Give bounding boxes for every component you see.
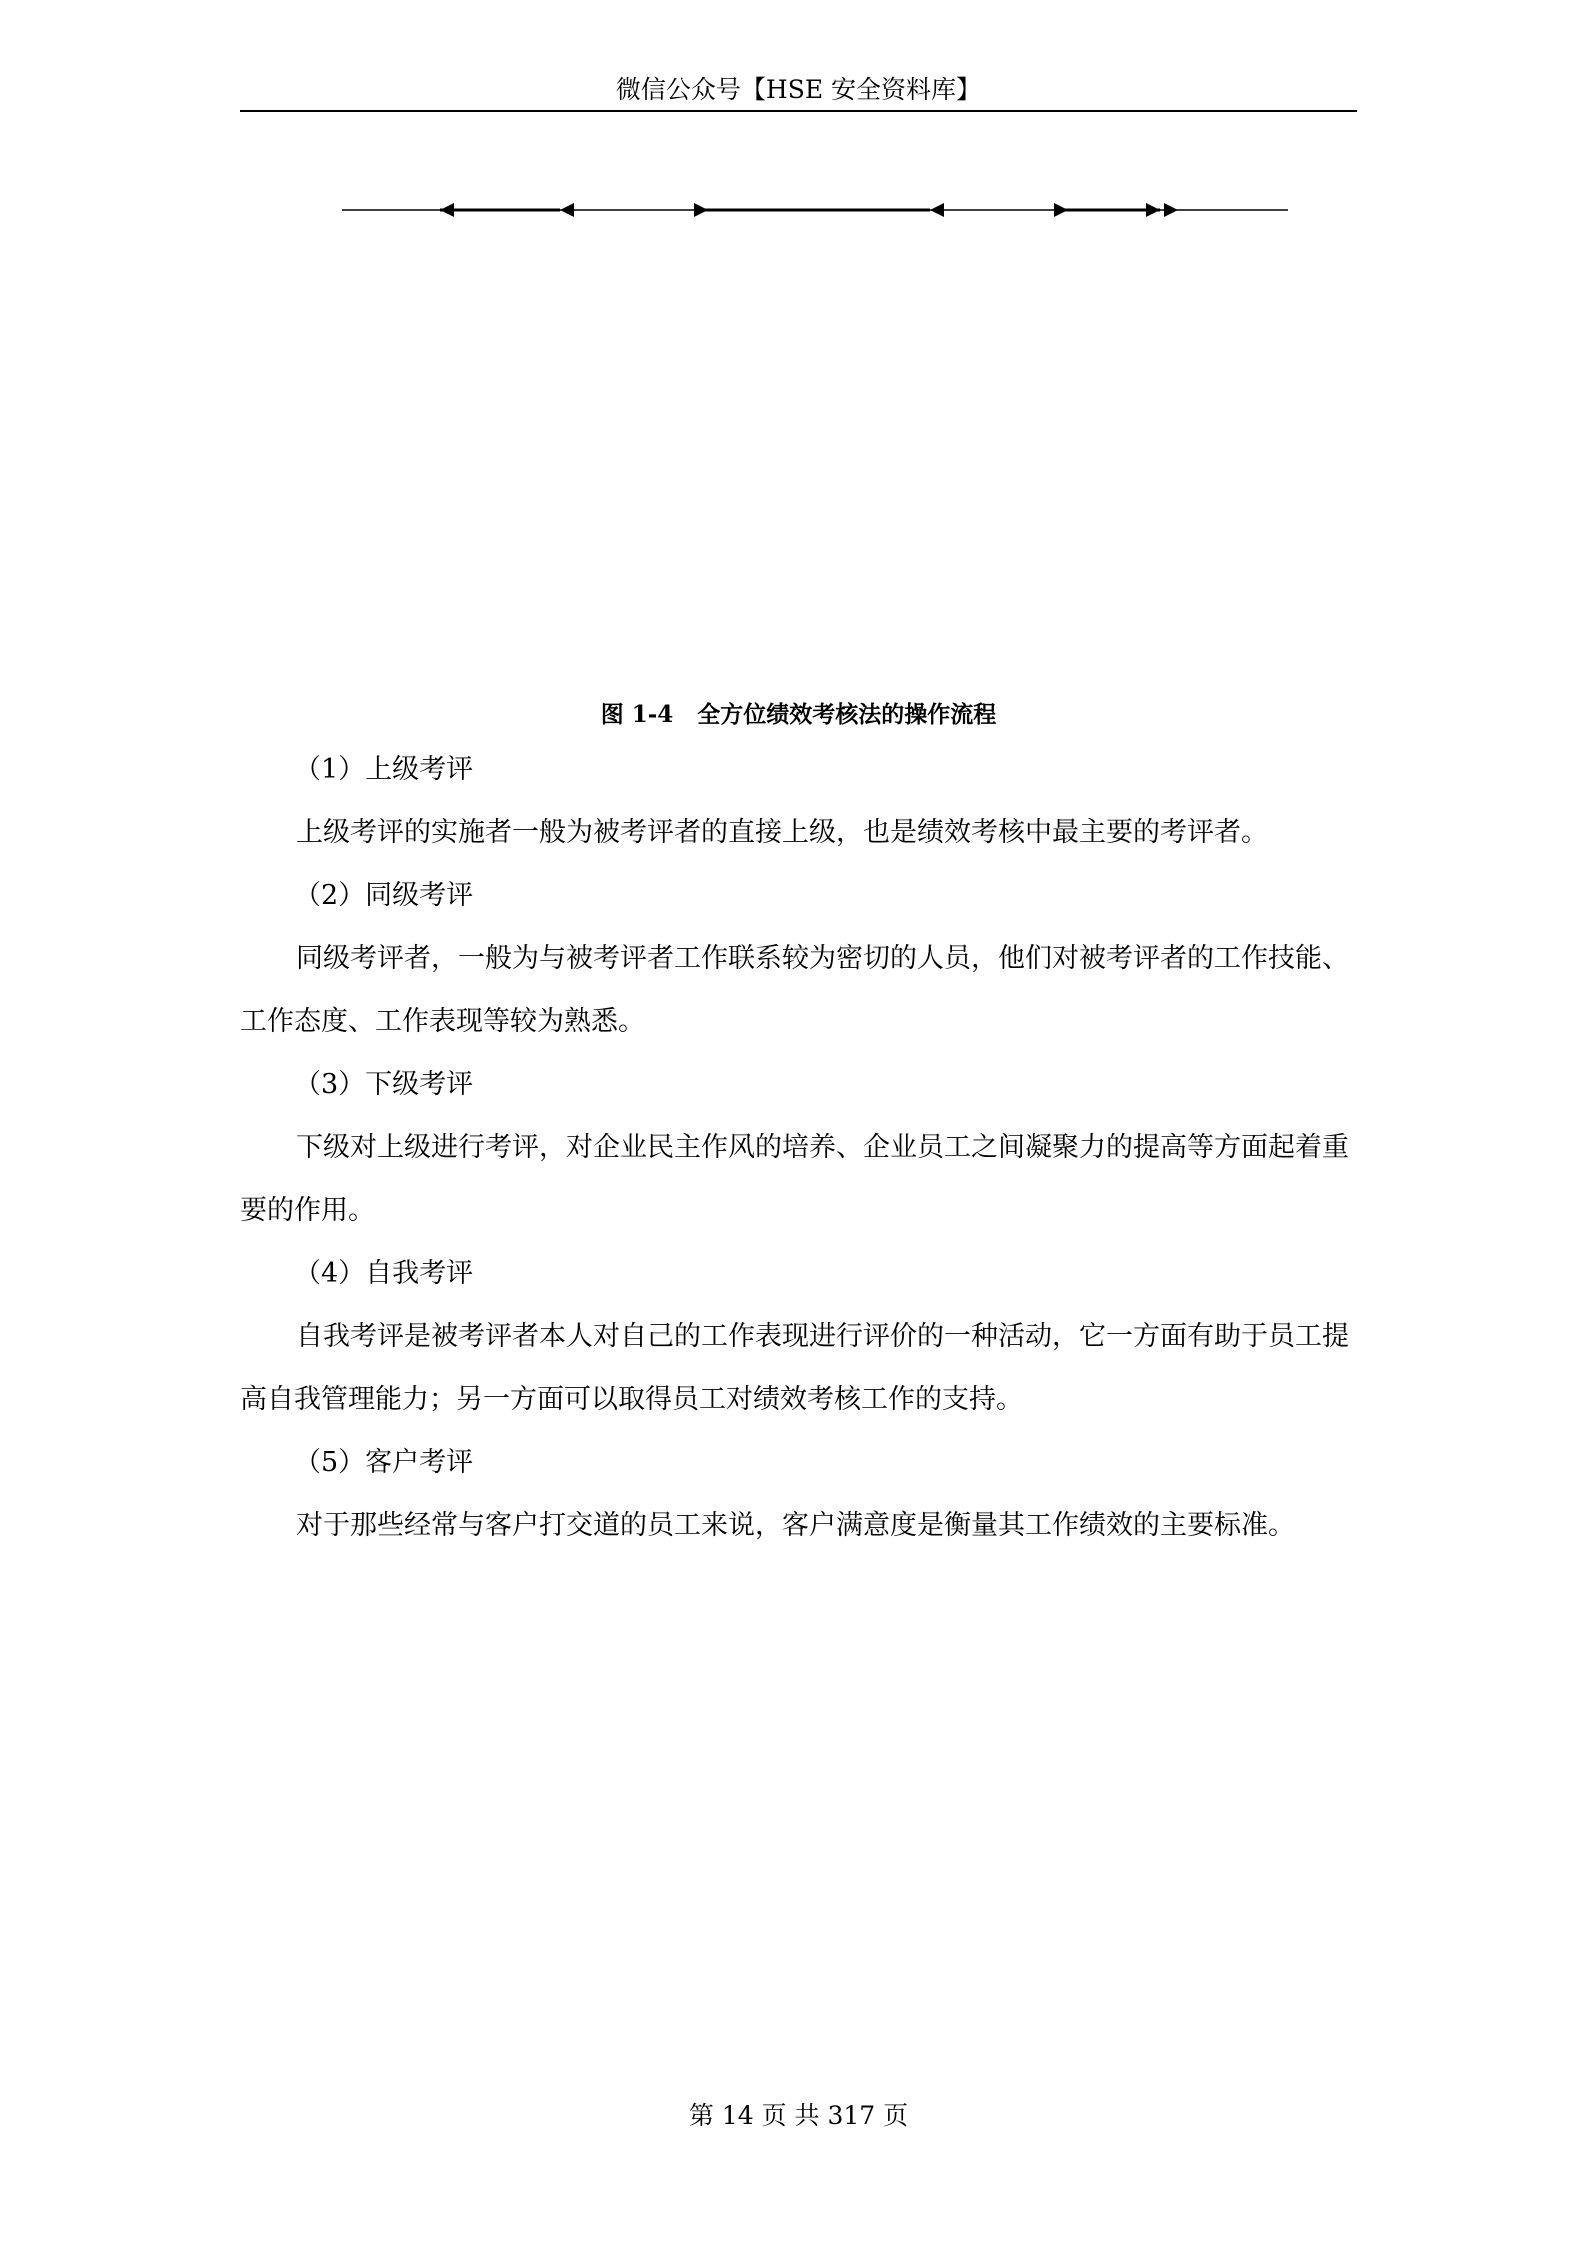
arrowhead-right-4 bbox=[1164, 203, 1178, 217]
section-3-heading: （3）下级考评 bbox=[294, 1069, 474, 1100]
section-2-text: 同级考评者，一般为与被考评者工作联系较为密切的人员，他们对被考评者的工作技能、工作态度、工作表现等较为熟悉。 bbox=[240, 943, 1349, 1037]
arrowhead-right-1 bbox=[694, 203, 708, 217]
figure-caption-label: 图 1-4 bbox=[600, 701, 674, 728]
section-3-text: 下级对上级进行考评，对企业民主作风的培养、企业员工之间凝聚力的提高等方面起着重要的作用。 bbox=[240, 1132, 1349, 1226]
flow-diagram-arrows bbox=[340, 190, 1290, 230]
section-2-heading: （2）同级考评 bbox=[294, 880, 474, 911]
header-divider bbox=[240, 110, 1357, 112]
section-4-text: 自我考评是被考评者本人对自己的工作表现进行评价的一种活动，它一方面有助于员工提高自我管理能力；另一方面可以取得员工对绩效考核工作的支持。 bbox=[240, 1321, 1349, 1415]
arrowhead-right-2 bbox=[1054, 203, 1068, 217]
section-1-heading: （1）上级考评 bbox=[294, 754, 474, 785]
section-5-heading: （5）客户考评 bbox=[294, 1447, 474, 1478]
page-footer: 第 14 页 共 317 页 bbox=[688, 2101, 909, 2130]
section-1-text: 上级考评的实施者一般为被考评者的直接上级，也是绩效考核中最主要的考评者。 bbox=[296, 817, 1268, 848]
arrowhead-left-1 bbox=[440, 203, 454, 217]
page-header: 微信公众号【HSE 安全资料库】 bbox=[615, 75, 982, 104]
arrowhead-left-2 bbox=[560, 203, 574, 217]
section-5-text: 对于那些经常与客户打交道的员工来说，客户满意度是衡量其工作绩效的主要标准。 bbox=[296, 1510, 1295, 1541]
figure-caption-text: 全方位绩效考核法的操作流程 bbox=[697, 701, 997, 728]
arrowhead-right-3 bbox=[1146, 203, 1160, 217]
figure-caption bbox=[240, 698, 1357, 732]
figure-caption-gap bbox=[673, 701, 697, 728]
arrowhead-left-3 bbox=[930, 203, 944, 217]
section-4-heading: （4）自我考评 bbox=[294, 1258, 474, 1289]
